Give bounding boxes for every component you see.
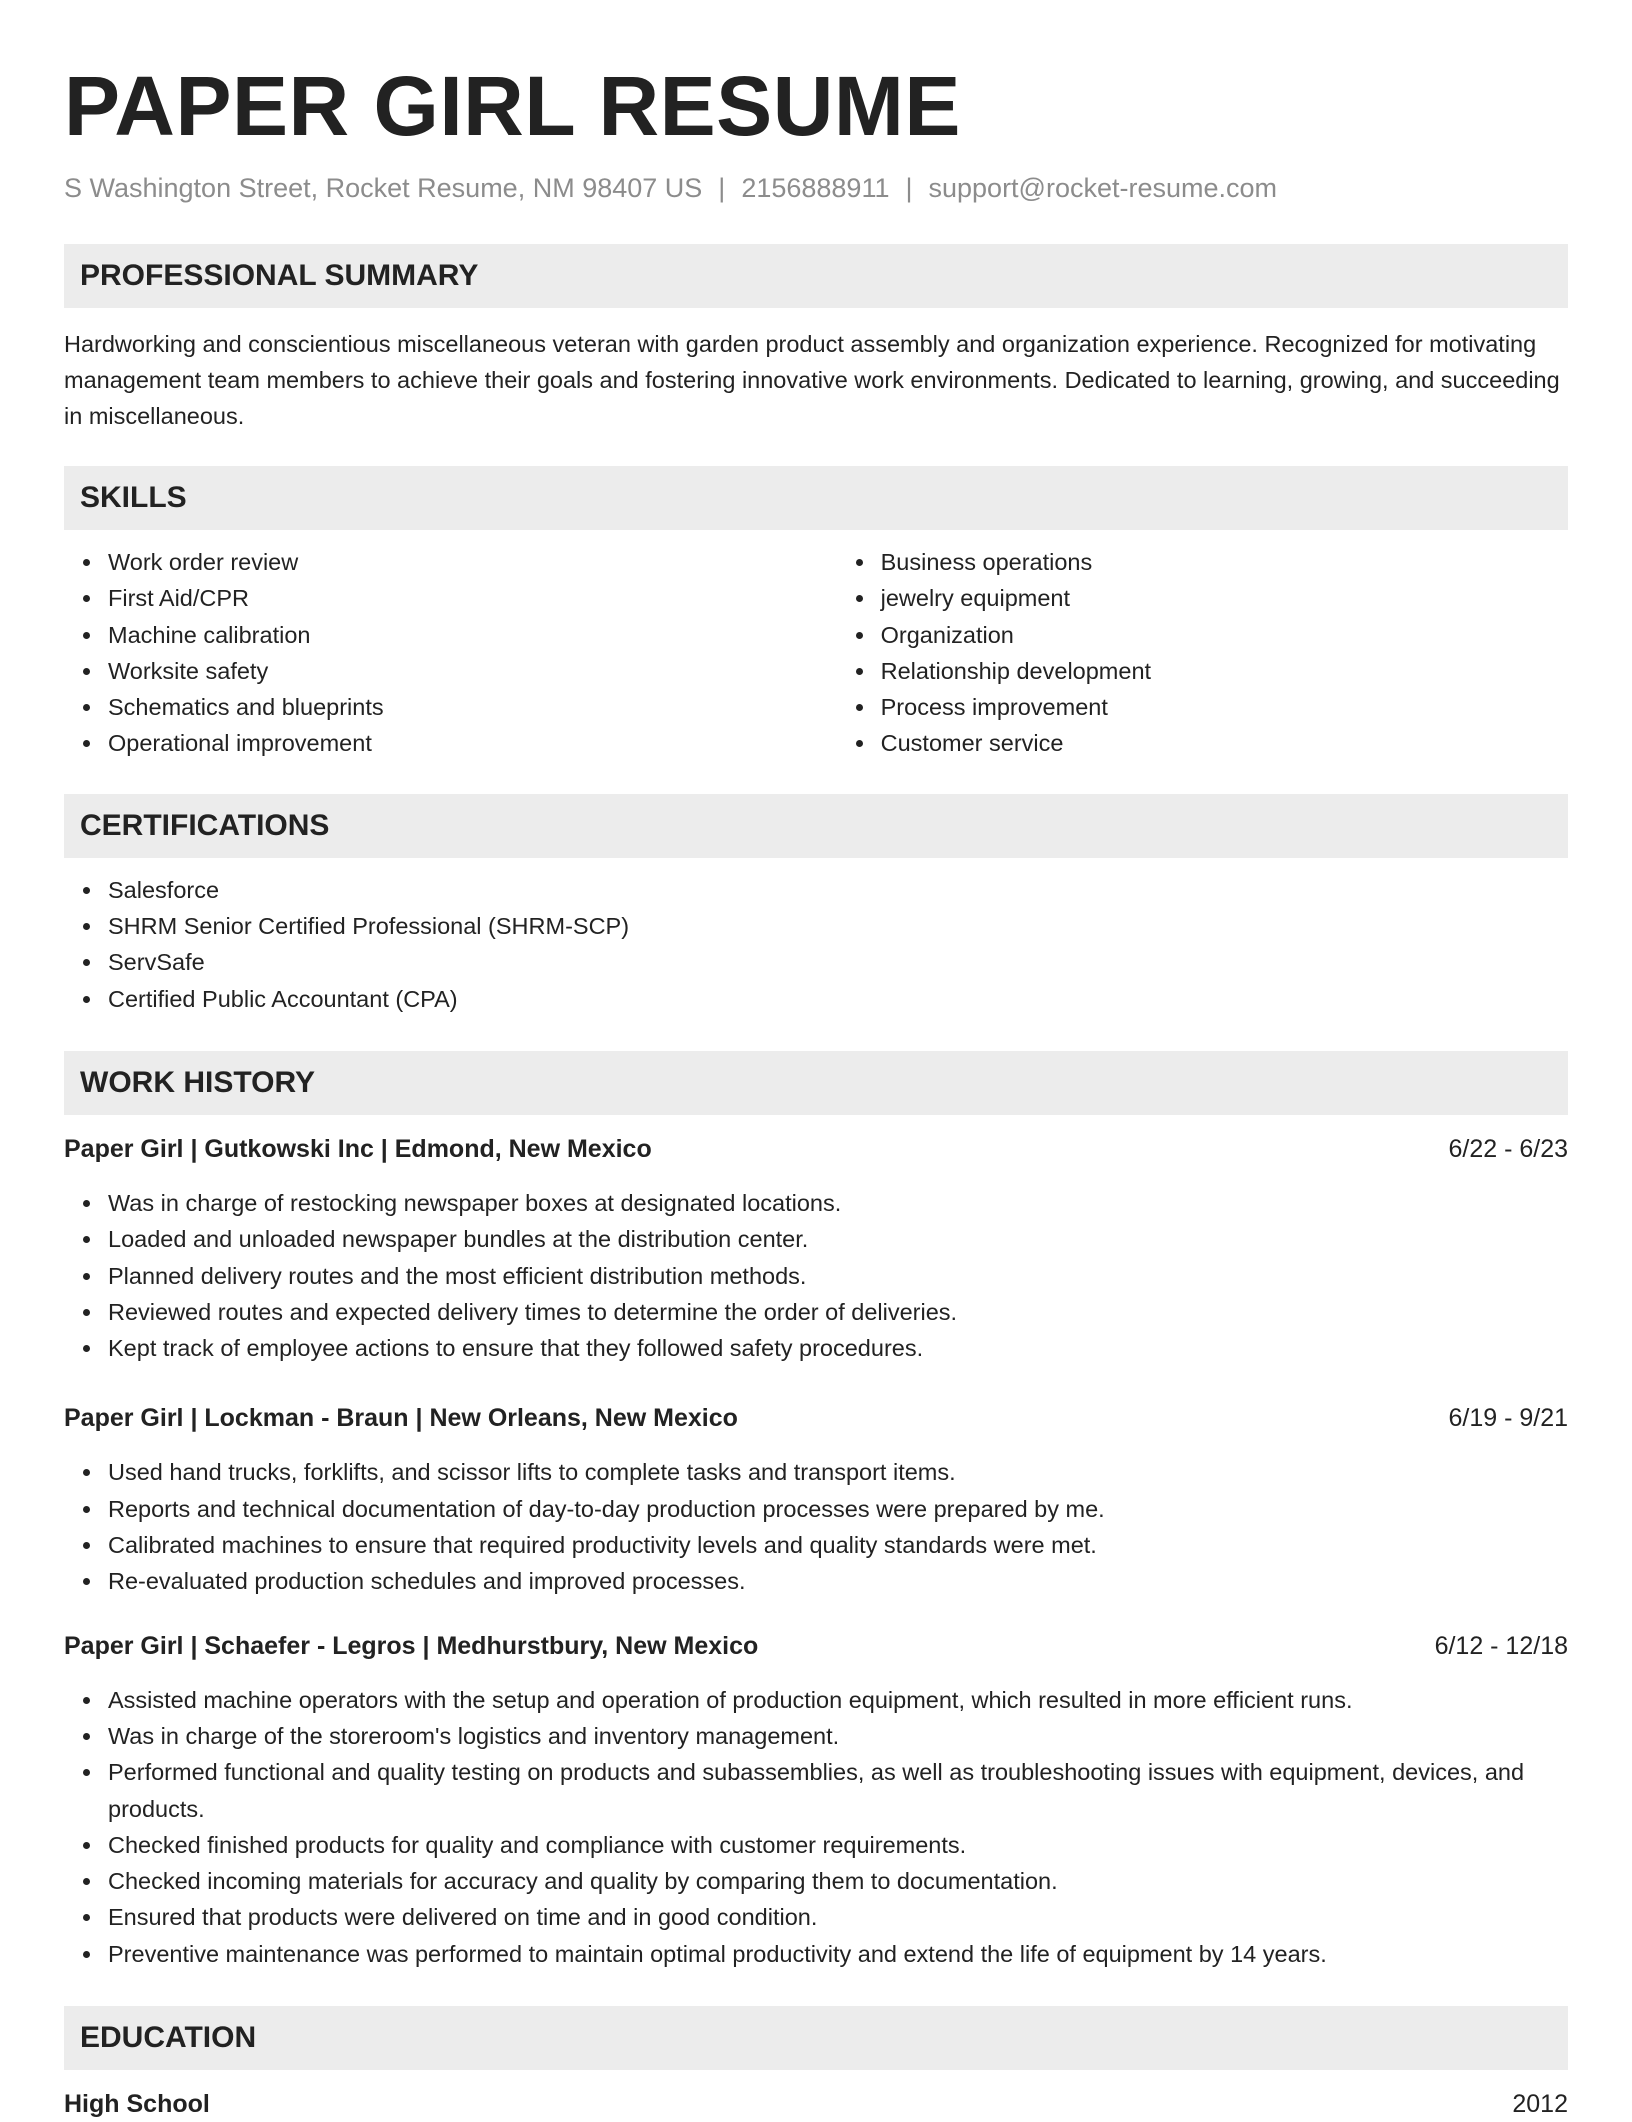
job-entry (64, 1628, 1568, 1972)
job-duty: Was in charge of restocking newspaper boxes at designated locations. (108, 1185, 1568, 1221)
job-header (64, 1628, 1568, 1664)
skill-item: Worksite safety (108, 653, 837, 689)
skill-item: jewelry equipment (881, 580, 1568, 616)
skill-item: Schematics and blueprints (108, 689, 837, 725)
job-duty: Performed functional and quality testing on products and subassemblies, as well as troubleshooting issues with equipment, devices, and products. (108, 1754, 1568, 1827)
job-dates: 6/12 - 12/18 (1434, 1631, 1568, 1660)
skill-item: Work order review (108, 544, 837, 580)
job-duty: Reports and technical documentation of day-to-day production processes were prepared by me. (108, 1491, 1568, 1527)
certification-item: SHRM Senior Certified Professional (SHRM-SCP) (108, 908, 1568, 944)
job-entry (64, 1400, 1568, 1599)
contact-email: support@rocket-resume.com (928, 173, 1278, 203)
resume-name: PAPER GIRL RESUME (64, 59, 961, 153)
job-title: Paper Girl | Lockman - Braun | New Orleans, New Mexico (64, 1404, 738, 1433)
job-duty: Ensured that products were delivered on time and in good condition. (108, 1899, 1568, 1935)
job-header (64, 1131, 1568, 1167)
summary-text: Hardworking and conscientious miscellaneous veteran with garden product assembly and organization experience. Recognized for motivating management team members to achieve their goals and fostering innovative work environments. Dedicated to learning, growing, and succeeding in miscellaneous. (64, 331, 1560, 429)
skill-item: First Aid/CPR (108, 580, 837, 616)
job-dates: 6/19 - 9/21 (1448, 1404, 1568, 1433)
job-duties (64, 1454, 1568, 1599)
job-duties (64, 1185, 1568, 1366)
skills-list-right (837, 544, 1568, 762)
job-duty: Planned delivery routes and the most efficient distribution methods. (108, 1258, 1568, 1294)
skill-item: Operational improvement (108, 725, 837, 761)
certifications-list (64, 872, 1568, 1017)
job-duty: Loaded and unloaded newspaper bundles at the distribution center. (108, 1221, 1568, 1257)
skill-item: Business operations (881, 544, 1568, 580)
section-header-skills: SKILLS (64, 466, 1568, 530)
education-year: 2012 (1512, 2090, 1568, 2119)
job-duties (64, 1682, 1568, 1972)
job-duty: Calibrated machines to ensure that required productivity levels and quality standards were met. (108, 1527, 1568, 1563)
certification-item: ServSafe (108, 944, 1568, 980)
job-duty: Checked incoming materials for accuracy and quality by comparing them to documentation. (108, 1863, 1568, 1899)
section-header-education: EDUCATION (64, 2006, 1568, 2070)
contact-phone: 2156888911 (741, 173, 890, 203)
job-title: Paper Girl | Schaefer - Legros | Medhurstbury, New Mexico (64, 1631, 759, 1660)
job-duty: Kept track of employee actions to ensure that they followed safety procedures. (108, 1330, 1568, 1366)
contact-address: S Washington Street, Rocket Resume, NM 98407 US (64, 173, 703, 203)
job-header (64, 1400, 1568, 1436)
section-header-certifications: CERTIFICATIONS (64, 794, 1568, 858)
job-title: Paper Girl | Gutkowski Inc | Edmond, New Mexico (64, 1134, 652, 1163)
certification-item: Salesforce (108, 872, 1568, 908)
skills-columns (64, 544, 1568, 762)
job-duty: Reviewed routes and expected delivery times to determine the order of deliveries. (108, 1294, 1568, 1330)
job-duty: Preventive maintenance was performed to maintain optimal productivity and extend the life of equipment by 14 years. (108, 1936, 1568, 1972)
skill-item: Machine calibration (108, 617, 837, 653)
skill-item: Organization (881, 617, 1568, 653)
contact-separator: | (718, 173, 726, 203)
skill-item: Relationship development (881, 653, 1568, 689)
skills-list-left (64, 544, 837, 762)
job-duty: Used hand trucks, forklifts, and scissor lifts to complete tasks and transport items. (108, 1454, 1568, 1490)
section-header-summary: PROFESSIONAL SUMMARY (64, 244, 1568, 308)
certification-item: Certified Public Accountant (CPA) (108, 981, 1568, 1017)
skill-item: Customer service (881, 725, 1568, 761)
section-header-work-history: WORK HISTORY (64, 1051, 1568, 1115)
job-dates: 6/22 - 6/23 (1448, 1134, 1568, 1163)
job-duty: Re-evaluated production schedules and improved processes. (108, 1563, 1568, 1599)
contact-separator: | (905, 173, 913, 203)
job-duty: Assisted machine operators with the setup and operation of production equipment, which resulted in more efficient runs. (108, 1682, 1568, 1718)
contact-line (64, 170, 1568, 206)
job-duty: Was in charge of the storeroom's logistics and inventory management. (108, 1718, 1568, 1754)
resume-page (64, 0, 1568, 2122)
job-entry (64, 1131, 1568, 1366)
education-entry (64, 2086, 1568, 2122)
education-school: High School (64, 2090, 210, 2119)
job-duty: Checked finished products for quality and compliance with customer requirements. (108, 1827, 1568, 1863)
skill-item: Process improvement (881, 689, 1568, 725)
